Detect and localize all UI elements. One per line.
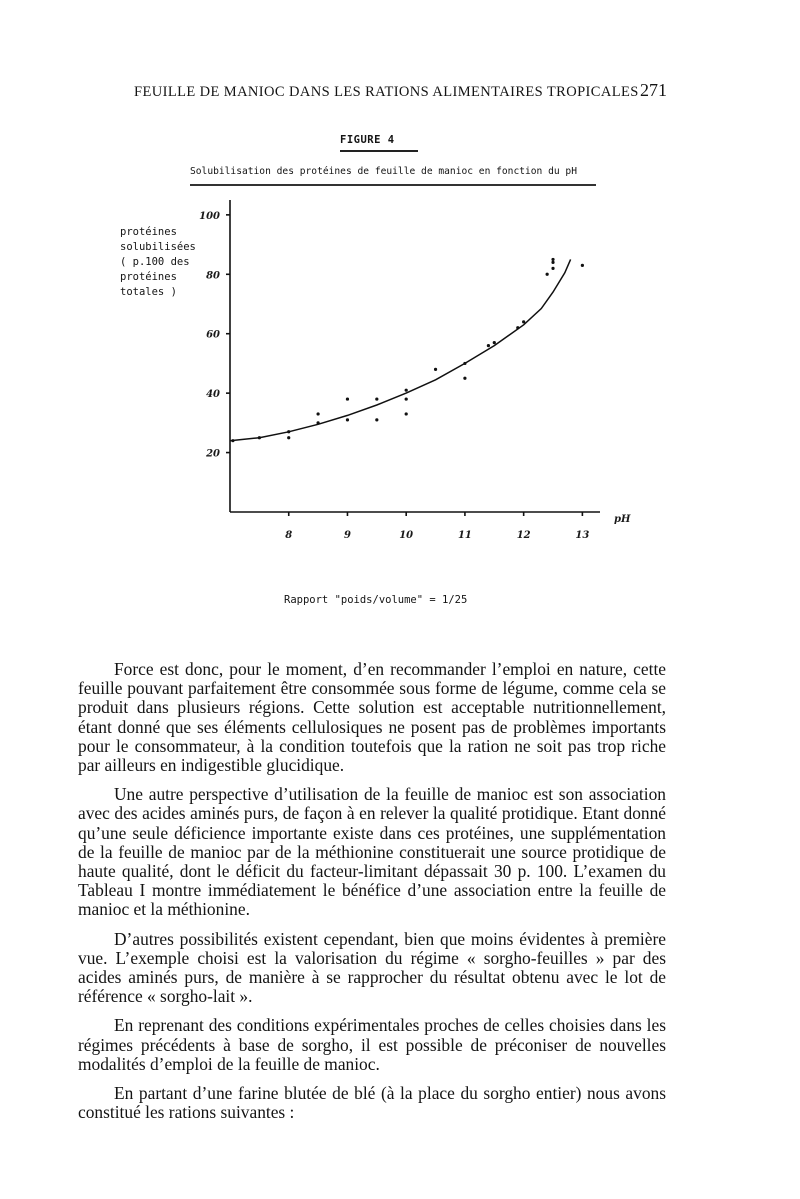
y-axis-label-line: protéines xyxy=(120,226,177,238)
data-point xyxy=(463,377,466,380)
y-axis-label-line: totales ) xyxy=(120,286,177,298)
data-point xyxy=(405,412,408,415)
paragraph: Une autre perspective d’utilisation de la feuille de manioc est son association avec des acides aminés purs, de façon à en relever la qualité protidique. Etant donné qu’une seule déficience importante existe dans ces protéines, une supplémentation de la feuille de manioc par de la méthionine constituerait une source protidique de haute qualité, dont le déficit du facteur-limitant dépassait 30 p. 100. L’examen du Tableau I montre immédiatement le bénéfice d’une association entre la feuille de manioc et la méthionine. xyxy=(78,784,666,920)
y-tick-label: 100 xyxy=(199,210,220,222)
data-point xyxy=(346,418,349,421)
running-head: FEUILLE DE MANIOC DANS LES RATIONS ALIMENTAIRES TROPICALES xyxy=(134,84,639,100)
x-tick-label: 13 xyxy=(575,530,590,541)
y-tick-label: 40 xyxy=(206,389,220,401)
solubility-chart xyxy=(0,0,800,580)
data-point xyxy=(287,436,290,439)
y-tick-label: 80 xyxy=(206,270,220,282)
data-point xyxy=(551,261,554,264)
y-axis-label-line: ( p.100 des xyxy=(120,256,190,268)
data-point xyxy=(493,341,496,344)
body-text xyxy=(78,660,666,1132)
x-tick-label: 9 xyxy=(343,530,351,541)
fitted-curve xyxy=(230,259,571,440)
figure-footnote: Rapport "poids/volume" = 1/25 xyxy=(284,594,468,606)
data-point xyxy=(581,264,584,267)
y-axis-label-line: solubilisées xyxy=(120,241,196,253)
y-tick-label: 20 xyxy=(206,448,220,460)
paragraph: D’autres possibilités existent cependant, bien que moins évidentes à première vue. L’exemple choisi est la valorisation du régime « sorgho-feuilles » par des acides aminés purs, de manière à se rapprocher du résultat obtenu avec le lot de référence « sorgho-lait ». xyxy=(78,928,666,1007)
figure-caption: Solubilisation des protéines de feuille de manioc en fonction du pH xyxy=(190,166,577,177)
data-point xyxy=(405,389,408,392)
data-point xyxy=(316,412,319,415)
x-tick-label: 12 xyxy=(516,530,531,541)
page-number: 271 xyxy=(640,80,667,100)
data-point xyxy=(346,397,349,400)
data-point xyxy=(551,258,554,261)
data-point xyxy=(375,397,378,400)
paragraph: Force est donc, pour le moment, d’en recommander l’emploi en nature, cette feuille pouvant parfaitement être consommée sous forme de légume, comme cela se produit dans plusieurs régions. Cette solution est acceptable nutritionnellement, étant donné que ses éléments cellulosiques ne posent pas de problèmes importants pour le consommateur, à la condition toutefois que la ration ne soit pas trop riche par ailleurs en indigestible glucidique. xyxy=(78,659,666,776)
data-point xyxy=(434,368,437,371)
x-axis-label: pH xyxy=(614,514,631,525)
y-tick-label: 60 xyxy=(206,329,220,341)
data-point xyxy=(487,344,490,347)
paragraph: En partant d’une farine blutée de blé (à la place du sorgho entier) nous avons constitué les rations suivantes : xyxy=(78,1083,666,1123)
data-point xyxy=(375,418,378,421)
x-tick-label: 8 xyxy=(285,530,293,541)
data-point xyxy=(551,267,554,270)
data-point xyxy=(405,397,408,400)
x-tick-label: 11 xyxy=(457,530,472,541)
y-axis-label-line: protéines xyxy=(120,271,177,283)
figure-label: FIGURE 4 xyxy=(340,134,395,146)
data-point xyxy=(546,273,549,276)
paragraph: En reprenant des conditions expérimentales proches de celles choisies dans les régimes précédents à base de sorgho, il est possible de préconiser de nouvelles modalités d’emploi de la feuille de manioc. xyxy=(78,1015,666,1074)
x-tick-label: 10 xyxy=(399,530,414,541)
